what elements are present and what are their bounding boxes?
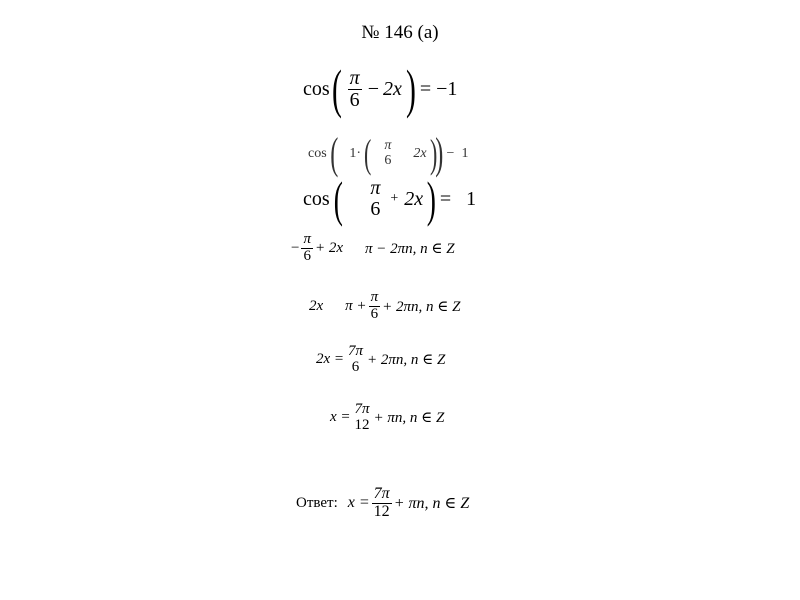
inner-left-paren: ( (363, 131, 372, 176)
minus-sign: − (367, 77, 379, 100)
equation-5 (309, 290, 460, 323)
fraction-denominator: 6 (370, 198, 381, 220)
right-paren: ) (426, 171, 437, 227)
cos-label: cos (303, 187, 330, 210)
fraction (369, 290, 381, 323)
fraction (353, 402, 372, 434)
answer-label: Ответ: (296, 494, 338, 511)
minus-sign: − (291, 239, 300, 256)
coefficient: 1· (349, 145, 361, 161)
fraction-denominator: 6 (384, 152, 392, 168)
fraction (368, 178, 382, 220)
right-paren: ) (405, 59, 416, 119)
right-hand-side: + πn, n ∈ Z (373, 410, 445, 427)
left-paren: ( (331, 59, 342, 119)
inner-right-paren: ) (429, 131, 437, 176)
left-hand-side: 2x = (316, 351, 345, 368)
equation-4 (291, 232, 455, 265)
right-hand-side: = 1 (439, 187, 477, 210)
fraction-denominator: 6 (303, 247, 311, 264)
right-hand-side: + 2πn, n ∈ Z (367, 352, 446, 369)
fraction (348, 68, 362, 111)
equation-7 (330, 402, 444, 434)
answer (296, 486, 469, 521)
term-2x: 2x (413, 145, 427, 161)
fraction-numerator: π (349, 66, 360, 89)
left-hand-side: x = (347, 494, 370, 512)
left-paren: ( (333, 171, 343, 227)
term-pi-plus: π + (345, 297, 367, 314)
fraction-numerator: π (370, 177, 381, 199)
equation-6 (316, 344, 445, 376)
fraction-numerator: 7π (348, 343, 364, 359)
right-hand-side: = −1 (419, 77, 458, 100)
fraction-numerator: 7π (373, 485, 390, 502)
fraction (372, 486, 392, 521)
fraction (346, 344, 365, 376)
fraction-denominator: 12 (354, 416, 370, 433)
fraction-denominator: 6 (349, 88, 360, 111)
term-plus-2x: + 2x (314, 239, 344, 256)
right-hand-side: π − 2πn, n ∈ Z (365, 240, 455, 257)
page-title: № 146 (a) (361, 22, 439, 43)
fraction (382, 139, 393, 168)
fraction-denominator: 6 (351, 358, 360, 375)
right-hand-side: + 2πn, n ∈ Z (382, 298, 461, 315)
left-hand-side: x = (330, 409, 351, 426)
right-hand-side: + πn, n ∈ Z (393, 495, 470, 513)
fraction-numerator: π (303, 231, 311, 247)
right-hand-side: − 1 (446, 145, 469, 161)
cos-label: cos (308, 145, 327, 161)
fraction-numerator: 7π (354, 401, 370, 417)
fraction-numerator: π (384, 137, 392, 153)
fraction-denominator: 12 (373, 502, 390, 520)
term-2x: 2x (404, 187, 424, 210)
fraction-denominator: 6 (370, 305, 379, 322)
left-paren: ( (329, 129, 339, 178)
equation-3 (303, 170, 476, 228)
plus-sign: + (390, 191, 399, 206)
equation-1 (303, 58, 457, 120)
term-2x: 2x (382, 77, 402, 100)
cos-label: cos (303, 77, 330, 100)
right-paren: ) (435, 129, 444, 178)
fraction (301, 232, 313, 265)
term-2x: 2x (309, 297, 324, 314)
fraction-numerator: π (370, 289, 379, 305)
